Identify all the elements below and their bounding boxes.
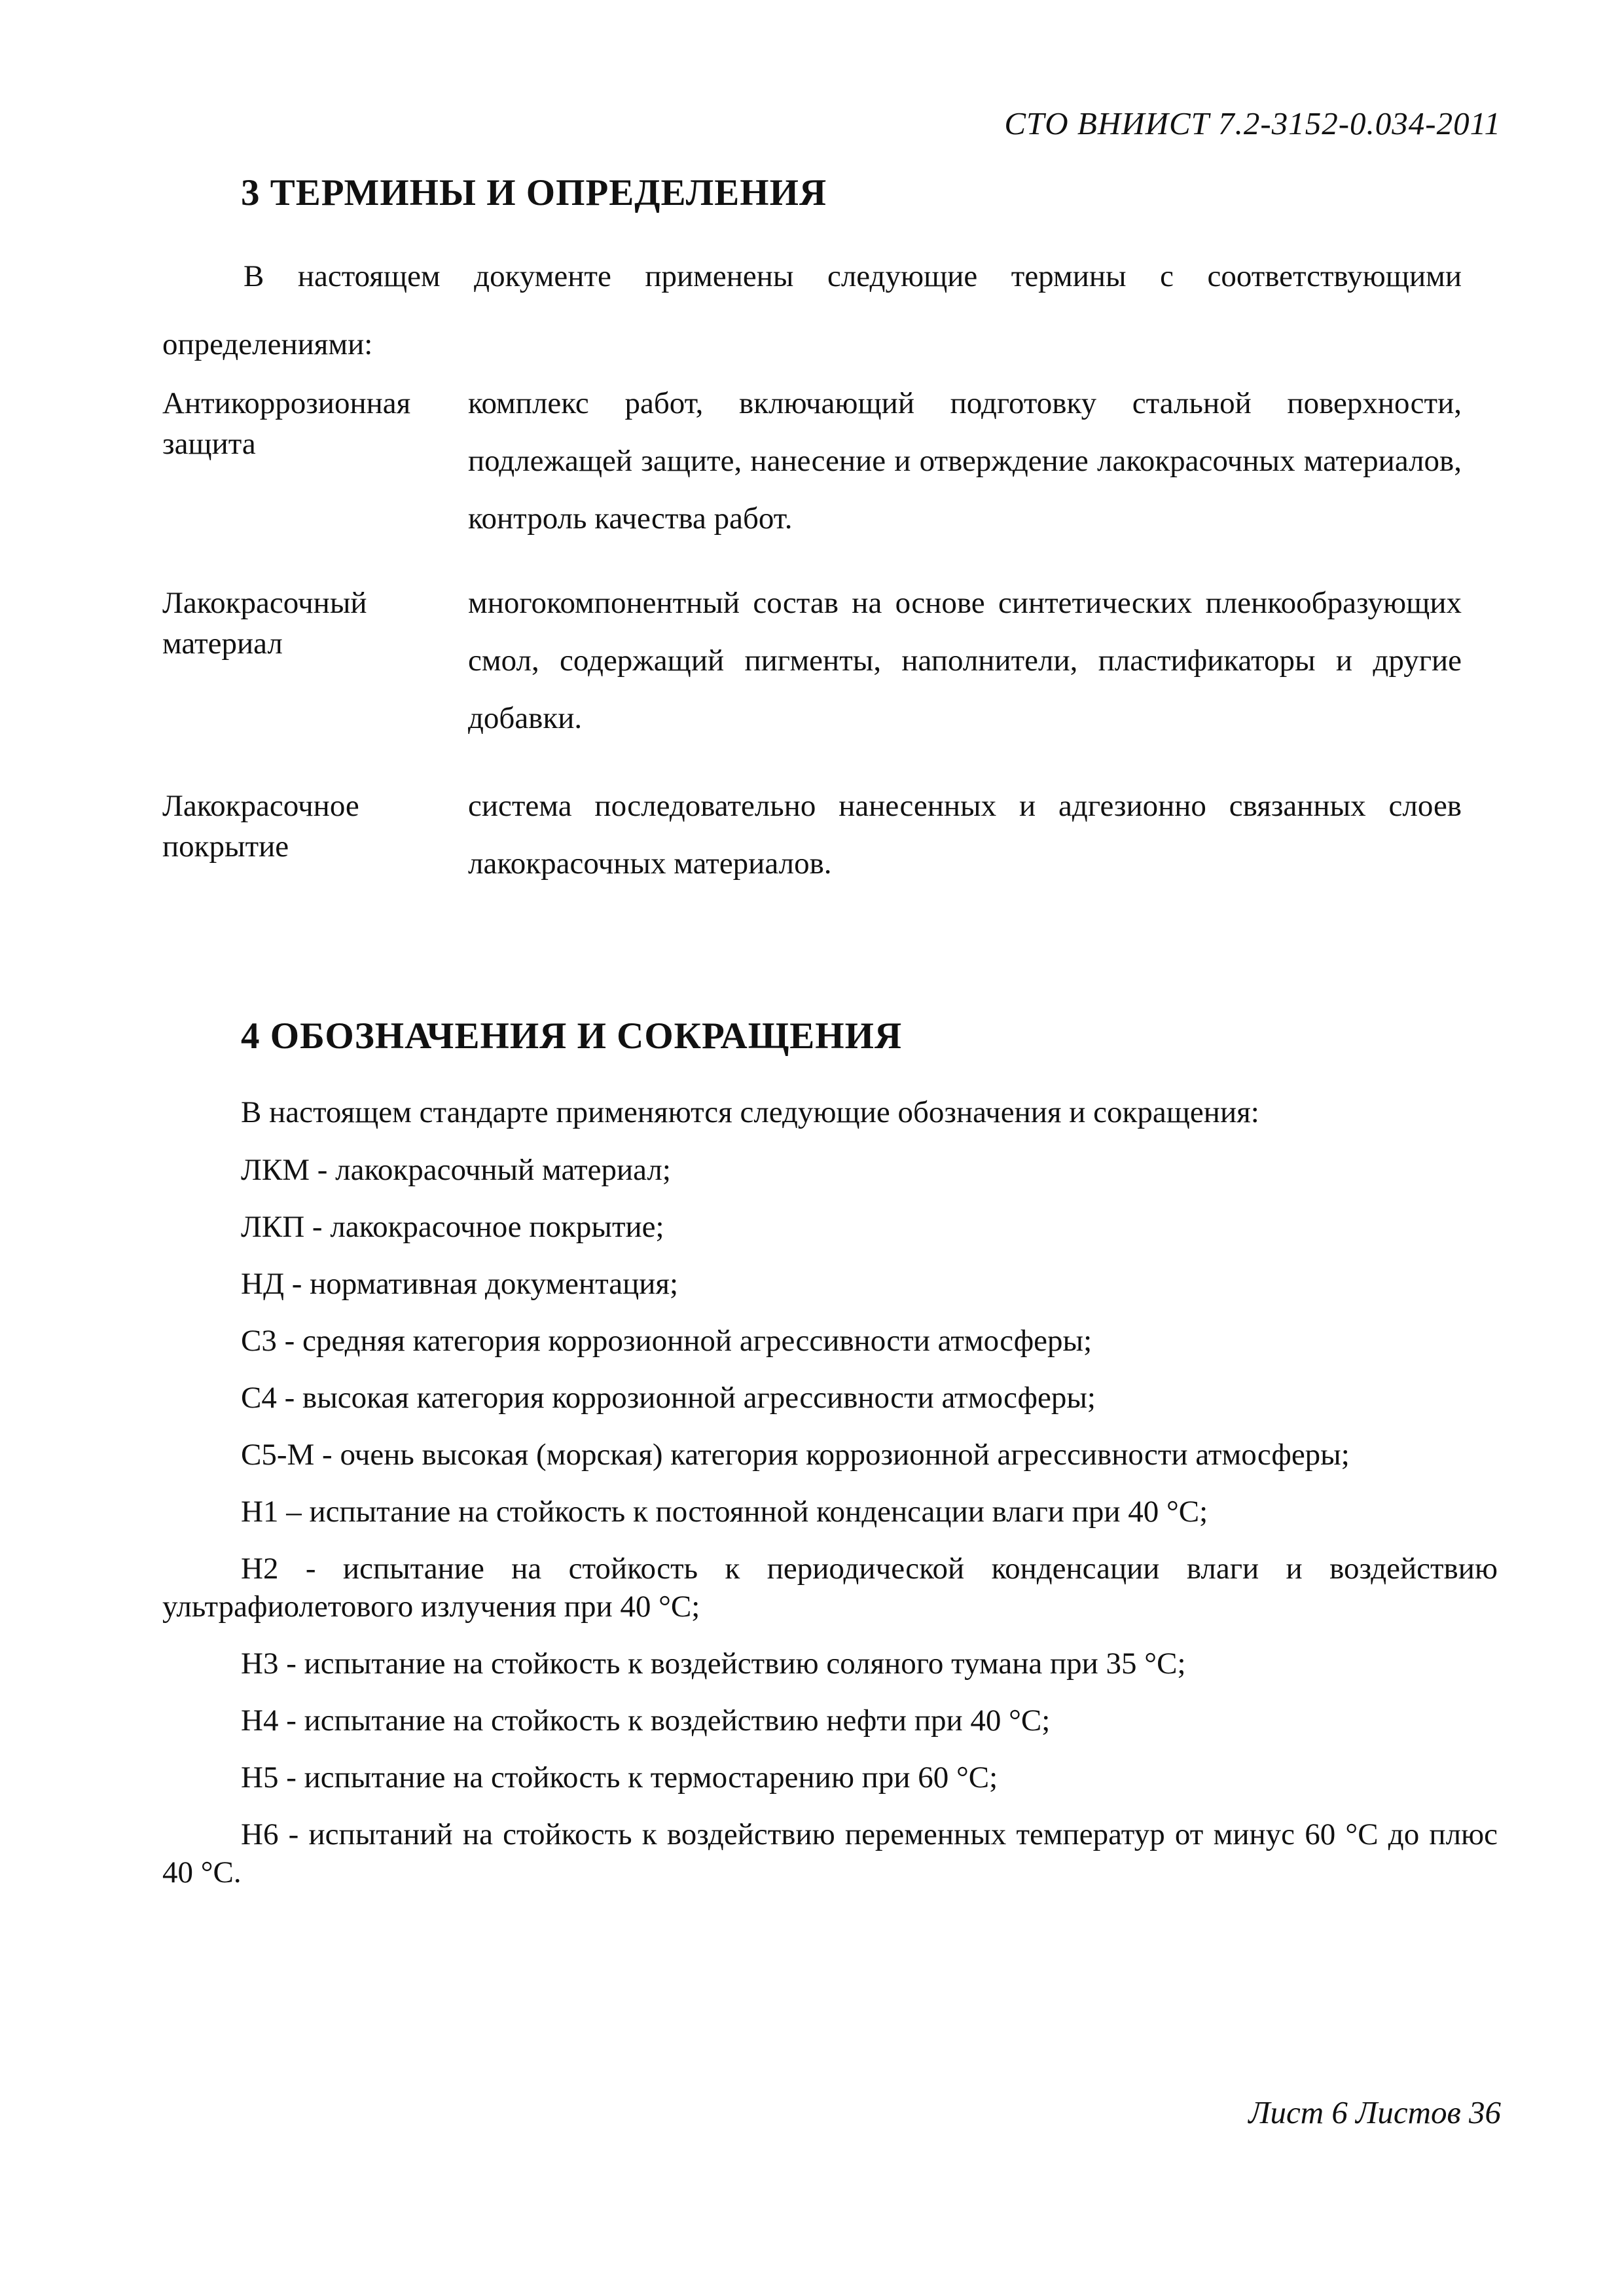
document-code-header: СТО ВНИИСТ 7.2-3152-0.034-2011 <box>1004 105 1501 141</box>
abbreviation-item: НД - нормативная документация; <box>241 1267 679 1301</box>
term-entry <box>162 383 1462 547</box>
abbreviation-item: Н2 - испытание на стойкость к периодической конденсации влаги и воздействию ультрафиолетового излучения при 40 °С; <box>162 1552 1498 1624</box>
abbreviation-item: Н4 - испытание на стойкость к воздействию нефти при 40 °С; <box>241 1704 1051 1738</box>
term-name: Лакокрасочное покрытие <box>162 789 359 864</box>
section-4-heading: 4 ОБОЗНАЧЕНИЯ И СОКРАЩЕНИЯ <box>241 1015 903 1057</box>
page-number-footer: Лист 6 Листов 36 <box>1248 2094 1501 2130</box>
term-definition: комплекс работ, включающий подготовку стальной поверхности, подлежащей защите, нанесение и отверждение лакокрасочных материалов, контроль качества работ. <box>468 386 1462 536</box>
term-definition: система последовательно нанесенных и адгезионно связанных слоев лакокрасочных материалов. <box>468 789 1462 881</box>
abbreviation-item: Н5 - испытание на стойкость к термостарению при 60 °С; <box>241 1760 998 1795</box>
abbreviation-item: ЛКП - лакокрасочное покрытие; <box>241 1210 664 1244</box>
abbreviation-item: ЛКМ - лакокрасочный материал; <box>241 1153 671 1187</box>
abbreviation-item: Н1 – испытание на стойкость к постоянной конденсации влаги при 40 °С; <box>241 1495 1208 1529</box>
section-3-intro: В настоящем документе применены следующие термины с соответствующими определениями: <box>162 259 1462 361</box>
term-entry <box>162 786 1462 892</box>
abbreviation-item: С5-М - очень высокая (морская) категория коррозионной агрессивности атмосферы; <box>241 1438 1350 1472</box>
section-4-intro: В настоящем стандарте применяются следующие обозначения и сокращения: <box>241 1095 1259 1129</box>
term-name: Антикоррозионная защита <box>162 386 411 461</box>
term-entry <box>162 583 1462 747</box>
abbreviation-item: С3 - средняя категория коррозионной агрессивности атмосферы; <box>241 1324 1092 1358</box>
term-definition: многокомпонентный состав на основе синтетических пленкообразующих смол, содержащий пигменты, наполнители, пластификаторы и другие добавки. <box>468 586 1462 735</box>
abbreviations-list <box>162 1093 1498 1910</box>
abbreviation-item: Н3 - испытание на стойкость к воздействию соляного тумана при 35 °С; <box>241 1647 1186 1681</box>
abbreviation-item: С4 - высокая категория коррозионной агрессивности атмосферы; <box>241 1381 1096 1415</box>
section-3-heading: 3 ТЕРМИНЫ И ОПРЕДЕЛЕНИЯ <box>241 172 827 213</box>
abbreviation-item: Н6 - испытаний на стойкость к воздействию переменных температур от минус 60 °С до плюс 40 °С. <box>162 1817 1498 1889</box>
term-name: Лакокрасочный материал <box>162 586 367 661</box>
